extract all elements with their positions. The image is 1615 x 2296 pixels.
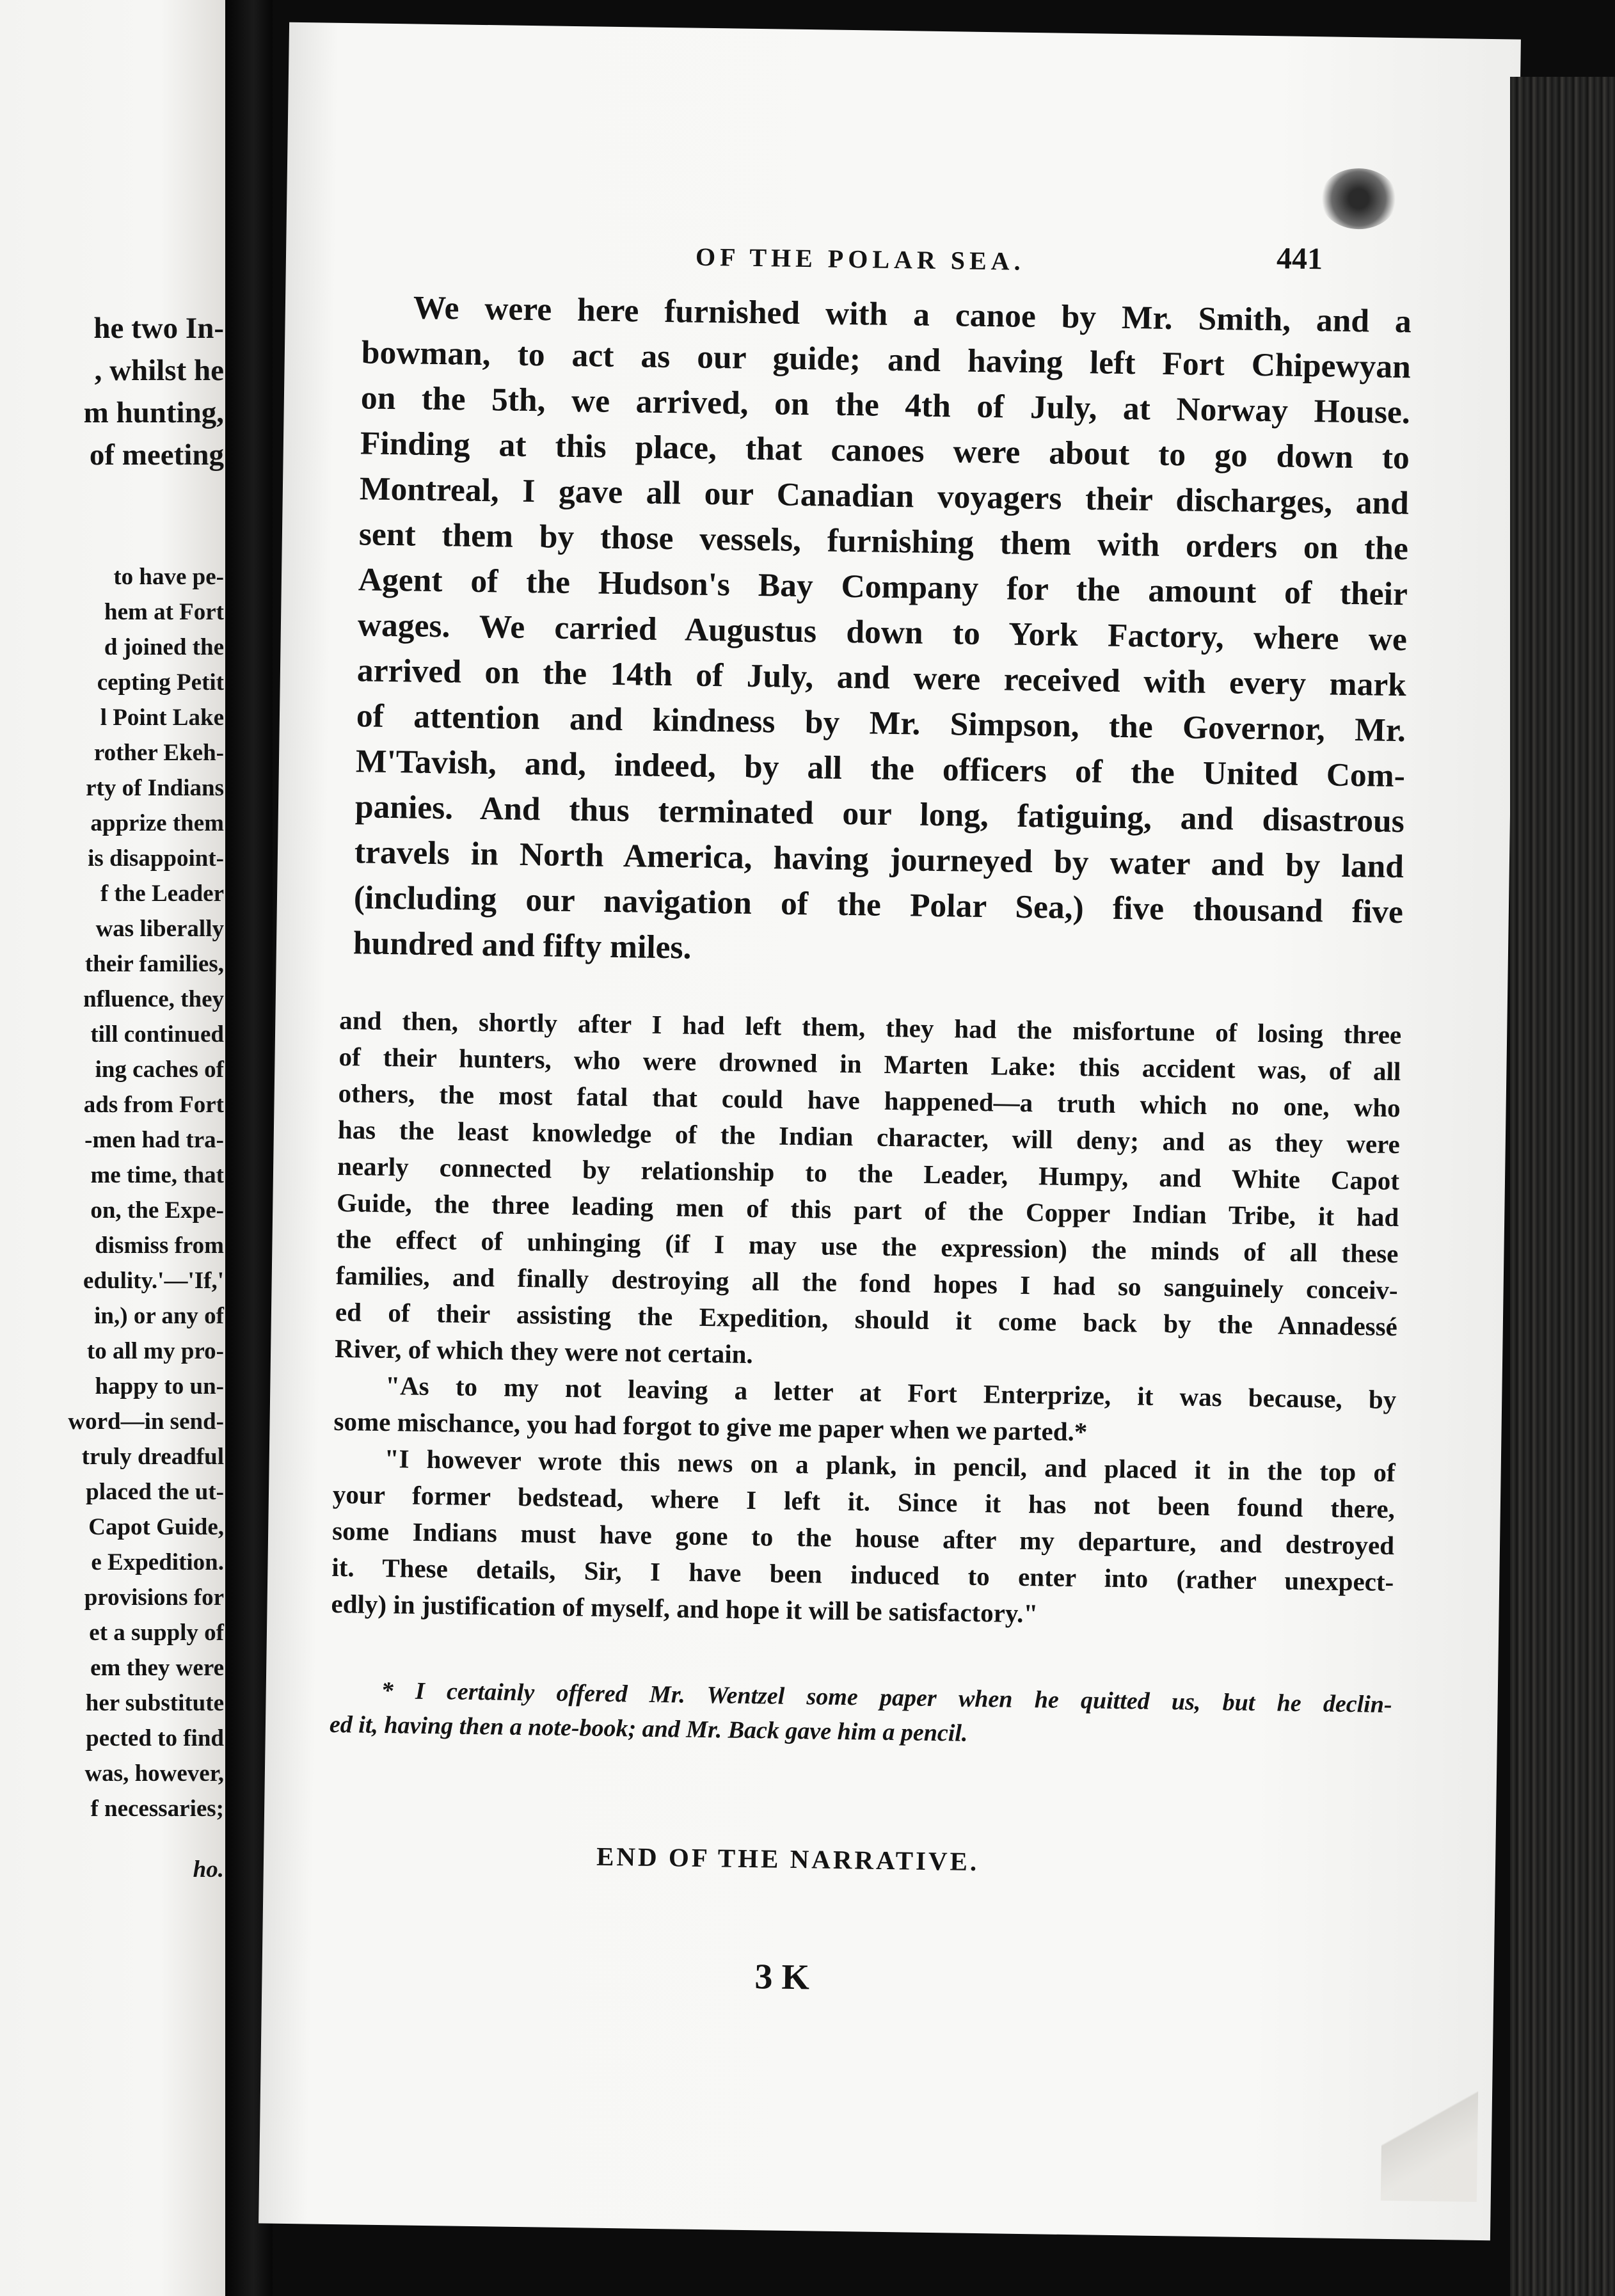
text-line: hem at Fort (104, 599, 224, 625)
text-line: of attention and kindness by Mr. Simpson, the Governor, Mr. (356, 698, 1406, 749)
text-line: was liberally (95, 916, 224, 942)
text-line: nfluence, they (83, 986, 224, 1012)
previous-page-fragment (0, 0, 229, 2296)
end-of-narrative-heading: END OF THE NARRATIVE. (596, 1841, 980, 1877)
text-line: has the least knowledge of the Indian character, will deny; and as they were (337, 1114, 1401, 1160)
text-line: l Point Lake (100, 705, 224, 731)
text-line: me time, that (90, 1162, 224, 1188)
footer-fragment: ho. (193, 1856, 224, 1883)
text-line: nearly connected by relationship to the Leader, Humpy, and White Capot (337, 1151, 1400, 1196)
text-line: rother Ekeh- (93, 740, 224, 766)
text-line: some Indians must have gone to the house after my departure, and destroyed (331, 1515, 1395, 1561)
text-line: "I however wrote this news on a plank, in pencil, and placed it in the top of (384, 1444, 1396, 1488)
text-line: others, the most fatal that could have happened—a truth which no one, who (338, 1078, 1401, 1123)
text-line: of their hunters, who were drowned in Marten Lake: this accident was, of all (338, 1041, 1401, 1087)
text-line: word—in send- (68, 1408, 224, 1435)
text-line: he two In- (93, 312, 224, 345)
text-line: ed it, having then a note-book; and Mr. Back gave him a pencil. (329, 1710, 968, 1747)
book-edge (1510, 77, 1615, 2296)
text-line: the effect of unhinging (if I may use the expression) the minds of all these (336, 1224, 1399, 1269)
text-line: , whilst he (94, 354, 224, 387)
text-line: * I certainly offered Mr. Wentzel some paper when he quitted us, but he declin- (381, 1677, 1392, 1719)
text-line: River, of which they were not certain. (334, 1333, 754, 1369)
page-number: 441 (1276, 241, 1323, 276)
text-line: apprize them (90, 810, 224, 836)
text-line: f the Leader (100, 881, 224, 907)
text-line: their families, (84, 951, 224, 977)
text-line: m hunting, (83, 396, 224, 429)
continued-note (331, 1002, 1401, 1637)
text-line: wages. We carried Augustus down to York Factory, where we (357, 607, 1408, 658)
previous-page-body (0, 307, 224, 476)
text-line: dismiss from (95, 1232, 224, 1259)
text-line: Agent of the Hudson's Bay Company for the amount of their (358, 561, 1408, 613)
text-line: (including our navigation of the Polar Sea,) five thousand five (353, 879, 1404, 931)
running-head: OF THE POLAR SEA. (695, 242, 1025, 276)
text-line: ed of their assisting the Expedition, should it come back by the Annadessé (335, 1296, 1398, 1342)
text-line: to have pe- (113, 564, 224, 590)
text-line: in,) or any of (94, 1303, 224, 1329)
text-line: pected to find (86, 1725, 224, 1751)
text-line: it. These details, Sir, I have been induced to enter into (rather unexpect- (331, 1552, 1394, 1597)
text-line: of meeting (89, 438, 224, 472)
text-line: M'Tavish, and, indeed, by all the officers of the United Com- (355, 743, 1406, 795)
text-line: Finding at this place, that canoes were about to go down to (360, 425, 1410, 477)
text-line: hundred and fifty miles. (353, 925, 692, 966)
text-line: panies. And thus terminated our long, fatiguing, and disastrous (354, 788, 1405, 840)
text-line: e Expedition. (91, 1549, 224, 1575)
ink-smudge (1320, 168, 1397, 230)
page-441 (259, 22, 1521, 2241)
text-line: families, and finally destroying all the fond hopes I had so sanguinely conceiv- (335, 1260, 1398, 1305)
text-line: -men had tra- (84, 1127, 224, 1153)
text-line: on the 5th, we arrived, on the 4th of July, at Norway House. (360, 379, 1411, 431)
text-line: sent them by those vessels, furnishing them with orders on the (358, 516, 1409, 568)
previous-page-text (0, 307, 224, 1887)
text-line: edly) in justification of myself, and hope it will be satisfactory." (331, 1588, 1038, 1629)
text-line: truly dreadful (81, 1444, 224, 1470)
text-line: Capot Guide, (88, 1514, 224, 1540)
text-line: We were here furnished with a canoe by Mr. Smith, and a (413, 289, 1412, 340)
text-line: d joined the (104, 634, 224, 660)
text-line: edulity.'—'If,' (83, 1268, 224, 1294)
text-line: ads from Fort (83, 1092, 224, 1118)
text-line: Guide, the three leading men of this part of the Copper Indian Tribe, it had (337, 1187, 1399, 1232)
previous-page-note (0, 559, 224, 1826)
text-line: Montreal, I gave all our Canadian voyagers their discharges, and (359, 470, 1410, 522)
text-line: till continued (90, 1021, 224, 1048)
text-line: travels in North America, having journeyed by water and by land (354, 834, 1404, 886)
text-line: ing caches of (95, 1056, 224, 1083)
text-line: et a supply of (89, 1620, 224, 1646)
text-line: your former bedstead, where I left it. Since it has not been found there, (332, 1479, 1396, 1524)
text-line: is disappoint- (88, 845, 224, 872)
text-line: some mischance, you had forgot to give me paper when we parted.* (333, 1406, 1088, 1447)
page-corner-fold (1381, 2053, 1479, 2202)
footnote (330, 1673, 1392, 1757)
text-line: cepting Petit (97, 669, 224, 696)
text-line: f necessaries; (90, 1796, 224, 1822)
text-line: to all my pro- (86, 1338, 224, 1364)
main-paragraph (353, 284, 1412, 980)
text-line: was, however, (84, 1760, 224, 1787)
text-line: and then, shortly after I had left them, they had the misfortune of losing three (339, 1005, 1402, 1050)
text-line: bowman, to act as our guide; and having left Fort Chipewyan (361, 334, 1412, 386)
signature-mark: 3 K (754, 1957, 810, 1998)
text-line: happy to un- (95, 1373, 224, 1399)
text-line: placed the ut- (86, 1479, 224, 1505)
text-line: her substitute (85, 1690, 224, 1716)
text-line: rty of Indians (86, 775, 224, 801)
text-line: on, the Expe- (90, 1197, 224, 1224)
text-line: "As to my not leaving a letter at Fort Enterprize, it was because, by (385, 1371, 1397, 1415)
text-line: em they were (90, 1655, 224, 1681)
text-line: provisions for (84, 1584, 224, 1611)
text-line: arrived on the 14th of July, and were received with every mark (356, 652, 1407, 704)
